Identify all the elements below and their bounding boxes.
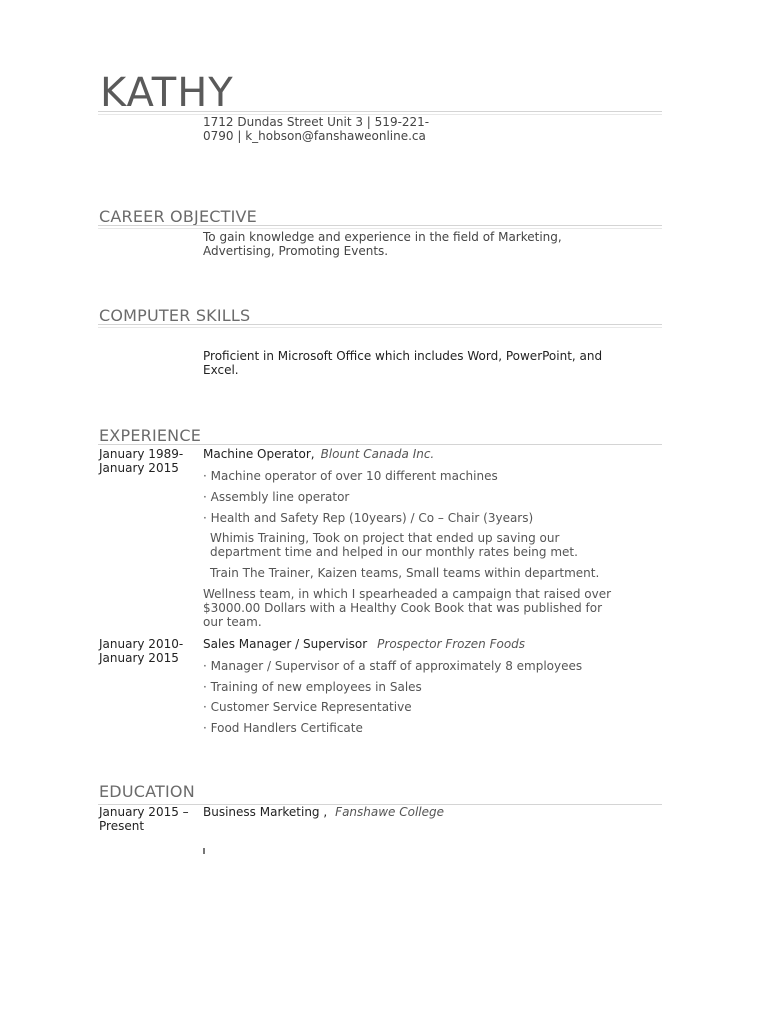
resume-name: KATHY bbox=[100, 70, 234, 116]
divider bbox=[98, 225, 662, 226]
job-title bbox=[203, 447, 434, 461]
job-detail: Whimis Training, Took on project that ended up saving our department time and helped in our monthly rates being met. bbox=[210, 531, 578, 559]
section-heading-computer-skills: COMPUTER SKILLS bbox=[99, 306, 251, 325]
job-bullet: · Machine operator of over 10 different machines bbox=[203, 469, 498, 483]
career-objective-text: To gain knowledge and experience in the field of Marketing, Advertising, Promoting Events. bbox=[203, 230, 562, 258]
divider bbox=[98, 324, 662, 325]
job-company: Blount Canada Inc. bbox=[320, 447, 435, 461]
job-company: Prospector Frozen Foods bbox=[377, 637, 526, 651]
divider bbox=[98, 444, 662, 445]
job-bullet: · Food Handlers Certificate bbox=[203, 721, 363, 735]
job-date: January 1989-January 2015 bbox=[99, 447, 184, 475]
job-bullet: · Assembly line operator bbox=[203, 490, 350, 504]
section-heading-education: EDUCATION bbox=[99, 782, 195, 801]
education-title bbox=[203, 805, 444, 819]
job-position: Sales Manager / Supervisor bbox=[203, 637, 368, 651]
job-bullet: · Manager / Supervisor of a staff of approximately 8 employees bbox=[203, 659, 583, 673]
contact-line: 0790 | k_hobson@fanshaweonline.ca bbox=[203, 129, 426, 143]
education-school: Fanshawe College bbox=[335, 805, 445, 819]
divider bbox=[98, 111, 662, 112]
job-bullet: · Training of new employees in Sales bbox=[203, 680, 422, 694]
job-bullet: · Health and Safety Rep (10years) / Co – Chair (3years) bbox=[203, 511, 534, 525]
section-heading-experience: EXPERIENCE bbox=[99, 426, 202, 445]
divider bbox=[98, 228, 662, 229]
job-title bbox=[203, 637, 525, 651]
education-program: Business Marketing , bbox=[203, 805, 328, 819]
job-detail: Wellness team, in which I spearheaded a campaign that raised over $3000.00 Dollars with a Healthy Cook Book that was published for our team. bbox=[203, 587, 612, 629]
education-date: January 2015 – Present bbox=[99, 805, 189, 833]
contact-line: 1712 Dundas Street Unit 3 | 519-221- bbox=[203, 115, 430, 129]
job-bullet: · Customer Service Representative bbox=[203, 700, 412, 714]
contact-info bbox=[203, 115, 443, 143]
job-detail: Train The Trainer, Kaizen teams, Small teams within department. bbox=[210, 566, 600, 580]
job-position: Machine Operator, bbox=[203, 447, 315, 461]
section-heading-career-objective: CAREER OBJECTIVE bbox=[99, 207, 257, 226]
job-date: January 2010-January 2015 bbox=[99, 637, 184, 665]
computer-skills-text: Proficient in Microsoft Office which includes Word, PowerPoint, and Excel. bbox=[203, 349, 603, 377]
divider bbox=[98, 327, 662, 328]
stray-mark bbox=[203, 848, 205, 854]
